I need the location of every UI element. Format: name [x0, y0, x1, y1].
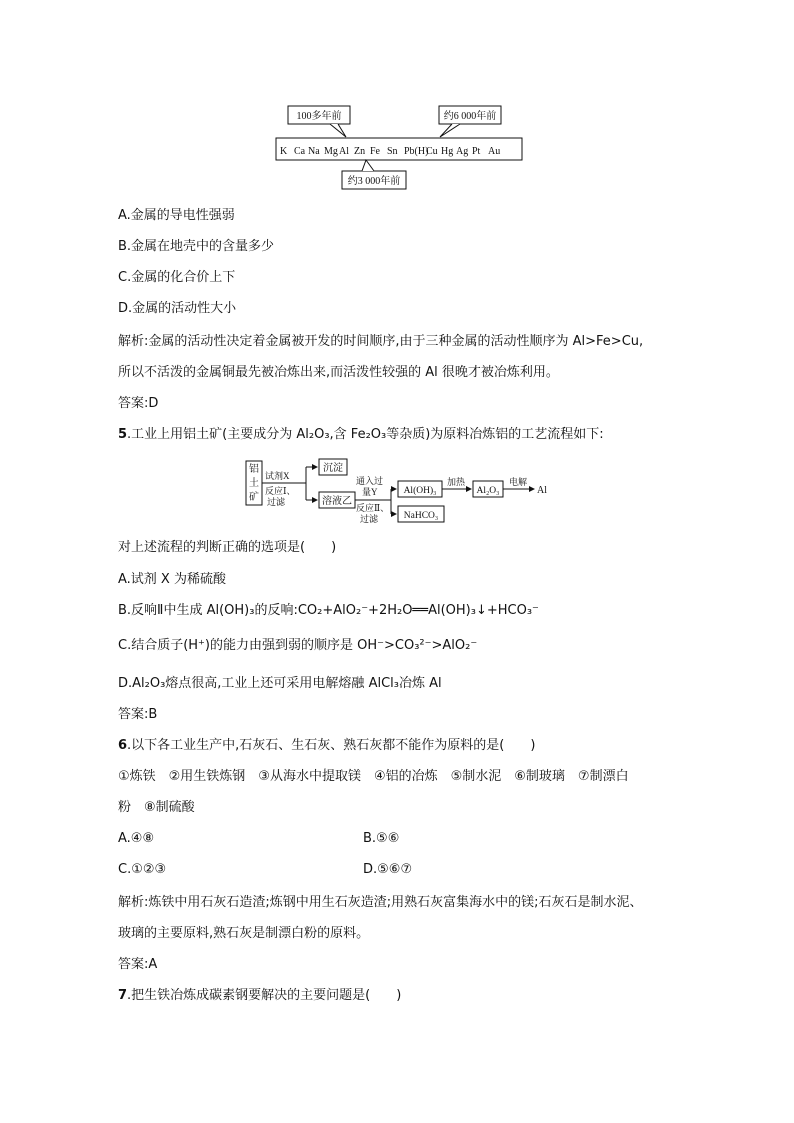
- q6-analysis-line1: 解析:炼铁中用石灰石造渣;炼钢中用生石灰造渣;用熟石灰富集海水中的镁;石灰石是制水泥、: [118, 895, 643, 910]
- q4-option-d: D.金属的活动性大小: [118, 301, 237, 316]
- q7-stem: [118, 987, 401, 1005]
- q5-option-b: B.反响Ⅱ中生成 Al(OH)₃的反响:CO₂+AlO₂⁻+2H₂O══Al(OH)₃↓+HCO₃⁻: [118, 603, 539, 618]
- q5-option-c: C.结合质子(H⁺)的能力由强到弱的顺序是 OH⁻>CO₃²⁻>AlO₂⁻: [118, 638, 478, 653]
- q6-items-line1: ①炼铁 ②用生铁炼钢 ③从海水中提取镁 ④铝的冶炼 ⑤制水泥 ⑥制玻璃 ⑦制漂白: [118, 769, 629, 784]
- q6-options-row2: [118, 861, 413, 879]
- metal-label: Al: [339, 146, 349, 157]
- metal-label: K: [280, 146, 288, 157]
- callout-bottom-label: 约3 000年前: [347, 176, 401, 187]
- al-label: Al: [537, 485, 547, 496]
- solution-b-label: 溶液乙: [322, 496, 352, 507]
- filter1-label: 过滤: [267, 497, 286, 507]
- q6-items-line2: 粉 ⑧制硫酸: [118, 800, 195, 815]
- metal-label: Ag: [456, 146, 469, 157]
- q6-option-c: C.①②③: [118, 862, 167, 877]
- callout-bottom-pointer: [362, 160, 374, 171]
- ore-label-3: 矿: [249, 492, 259, 503]
- q6-option-a: A.④⑧: [118, 831, 155, 846]
- q6-answer: 答案:A: [118, 957, 158, 972]
- metal-label: Fe: [370, 146, 380, 157]
- metal-label: Zn: [354, 146, 366, 157]
- q5-question: 对上述流程的判断正确的选项是( ): [118, 540, 337, 555]
- q7-stem-text: .把生铁冶炼成碳素钢要解决的主要问题是( ): [127, 988, 402, 1003]
- metal-series-labels: [280, 146, 500, 157]
- q5-option-a: A.试剂 X 为稀硫酸: [118, 572, 226, 587]
- al2o3-label: Al₂O₃: [476, 486, 500, 496]
- callout-left-pointer: [330, 124, 346, 137]
- q6-options-row1: [118, 830, 400, 848]
- q6-analysis-line2: 玻璃的主要原料,熟石灰是制漂白粉的原料。: [118, 926, 370, 941]
- pass-y-label-2: 量Y: [362, 487, 378, 497]
- q4-option-c: C.金属的化合价上下: [118, 270, 236, 285]
- q6-option-b: B.⑤⑥: [363, 831, 400, 846]
- heat-label: 加热: [446, 477, 466, 487]
- reaction1-label: 反应Ⅰ、: [265, 486, 296, 496]
- metal-activity-diagram: [272, 104, 528, 192]
- aloh3-label: Al(OH)₃: [403, 486, 437, 496]
- q4-option-b: B.金属在地壳中的含量多少: [118, 239, 275, 254]
- metal-label: Hg: [441, 146, 454, 157]
- q4-analysis-line2: 所以不活泼的金属铜最先被冶炼出来,而活泼性较强的 Al 很晚才被冶炼利用。: [118, 365, 559, 380]
- callout-left-label: 100多年前: [296, 111, 342, 122]
- q5-stem-text: .工业上用铝土矿(主要成分为 Al₂O₃,含 Fe₂O₃等杂质)为原料冶炼铝的工艺流程如下:: [127, 427, 604, 442]
- aluminium-process-flow: [244, 456, 556, 528]
- electrolysis-label: 电解: [508, 477, 528, 487]
- metal-label: Sn: [387, 146, 398, 157]
- callout-right-pointer: [440, 124, 460, 137]
- q4-option-a: A.金属的导电性强弱: [118, 208, 235, 223]
- q6-number: 6: [118, 738, 128, 753]
- q6-stem: [118, 737, 535, 755]
- metal-label: Au: [488, 146, 501, 157]
- metal-label: Ca: [294, 146, 306, 157]
- filter2-label: 过滤: [360, 514, 379, 524]
- q5-answer: 答案:B: [118, 707, 158, 722]
- nahco3-label: NaHCO₃: [403, 511, 439, 521]
- q5-stem: [118, 426, 604, 444]
- q6-option-d: D.⑤⑥⑦: [363, 862, 413, 877]
- callout-right-label: 约6 000年前: [443, 111, 497, 122]
- ore-label-1: 铝: [249, 464, 259, 475]
- metal-label: Cu: [426, 146, 438, 157]
- pass-y-label-1: 通入过: [356, 476, 384, 486]
- metal-label: Pt: [472, 146, 481, 157]
- reaction2-label: 反应Ⅱ、: [356, 503, 390, 513]
- q7-number: 7: [118, 988, 128, 1003]
- precipitate-label: 沉淀: [323, 463, 343, 474]
- reagent-x-label: 试剂X: [265, 471, 290, 481]
- ore-label-2: 土: [249, 478, 259, 489]
- q5-number: 5: [118, 427, 128, 442]
- metal-label: Na: [308, 146, 320, 157]
- q4-answer: 答案:D: [118, 396, 159, 411]
- metal-label: Mg: [324, 146, 338, 157]
- metal-label: Pb(H): [404, 146, 429, 157]
- q5-option-d: D.Al₂O₃熔点很高,工业上还可采用电解熔融 AlCl₃冶炼 Al: [118, 676, 442, 691]
- q4-analysis-line1: 解析:金属的活动性决定着金属被开发的时间顺序,由于三种金属的活动性顺序为 Al>Fe>Cu,: [118, 334, 644, 349]
- q6-stem-text: .以下各工业生产中,石灰石、生石灰、熟石灰都不能作为原料的是( ): [127, 738, 536, 753]
